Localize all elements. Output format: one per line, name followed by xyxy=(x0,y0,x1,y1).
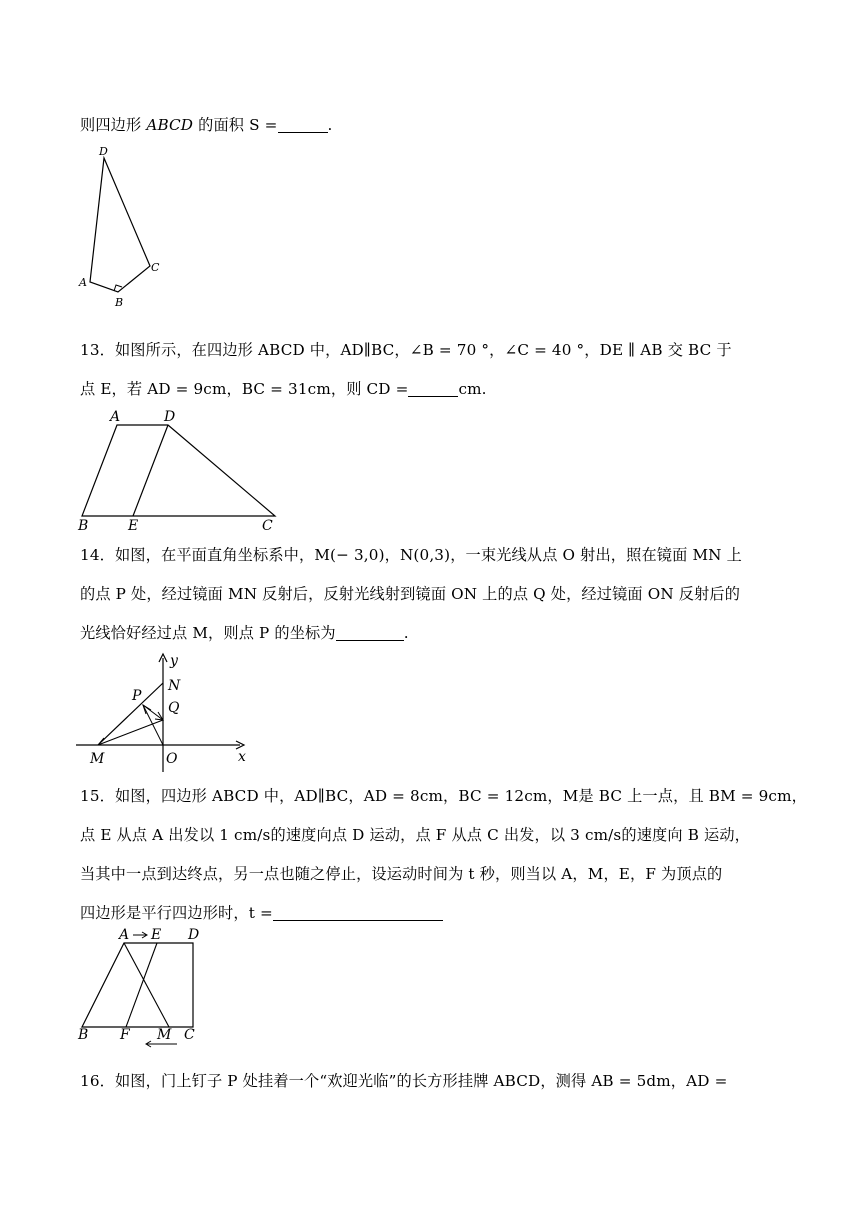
q15-label-E: E xyxy=(151,927,162,943)
q14-answer-blank[interactable] xyxy=(336,624,404,641)
q15-answer-blank[interactable] xyxy=(273,904,443,921)
q12-label-A: A xyxy=(79,276,87,289)
q16-text-line-1: 16．如图，门上钉子 P 处挂着一个“欢迎光临”的长方形挂牌 ABCD，测得 AB = 5dm，AD = xyxy=(80,1072,728,1090)
q13-label-A: A xyxy=(110,409,121,425)
q14-text-line-3-post: . xyxy=(403,624,409,642)
q14-text-line-1: 14．如图，在平面直角坐标系中，M(− 3,0)，N(0,3)，一束光线从点 O 射出，照在镜面 MN 上 xyxy=(80,546,742,564)
q12-text-line xyxy=(80,114,333,135)
q14-label-x: x xyxy=(238,749,246,765)
q15-label-B: B xyxy=(78,1027,89,1043)
q12-text-end: . xyxy=(327,116,333,134)
q12-text-mid: ABCD xyxy=(146,116,194,134)
q13-answer-blank[interactable] xyxy=(408,380,458,397)
q13-text-line-1: 13．如图所示，在四边形 ABCD 中，AD∥BC，∠B = 70 °，∠C = 40 °，DE ∥ AB 交 BC 于 xyxy=(80,341,732,359)
q14-text-line-2: 的点 P 处，经过镜面 MN 反射后，反射光线射到镜面 ON 上的点 Q 处，经过镜面 ON 反射后的 xyxy=(80,585,741,603)
q13-label-B: B xyxy=(78,518,89,534)
q15-text-line-2: 点 E 从点 A 出发以 1 cm/s的速度向点 D 运动，点 F 从点 C 出发，以 3 cm/s的速度向 B 运动， xyxy=(80,826,751,844)
q14-label-N: N xyxy=(168,678,181,694)
q14-ray-QM xyxy=(98,720,163,745)
q12-quad-shape xyxy=(90,158,150,292)
q14-label-M: M xyxy=(90,751,105,767)
q14-text-line-3-pre: 光线恰好经过点 M，则点 P 的坐标为 xyxy=(80,624,336,642)
q15-label-D: D xyxy=(188,927,200,943)
q15-text-line-4-pre: 四边形是平行四边形时，t = xyxy=(80,904,273,922)
q14-arrowhead-2 xyxy=(155,712,163,720)
q14-label-P: P xyxy=(132,688,142,704)
q14-ray-OP xyxy=(143,705,163,745)
q14-mirror-MN xyxy=(98,683,163,745)
q13-trapezoid-shape xyxy=(82,425,275,516)
q12-text-post: 的面积 S = xyxy=(193,116,278,134)
q15-label-C: C xyxy=(184,1027,195,1043)
q15-text-line-1: 15．如图，四边形 ABCD 中，AD∥BC，AD = 8cm，BC = 12cm，M是 BC 上一点，且 BM = 9cm， xyxy=(80,787,807,805)
q14-label-O: O xyxy=(166,751,178,767)
q15-trapezoid-shape xyxy=(82,943,193,1027)
q13-text-line-2-pre: 点 E，若 AD = 9cm，BC = 31cm，则 CD = xyxy=(80,380,409,398)
q13-label-C: C xyxy=(262,518,273,534)
q12-label-D: D xyxy=(99,145,108,158)
q12-answer-blank[interactable] xyxy=(278,116,328,133)
q13-segment-DE xyxy=(133,425,168,516)
q12-label-C: C xyxy=(151,261,160,274)
q12-figure-quadrilateral xyxy=(70,140,180,310)
q14-figure-coordinate-plane xyxy=(70,650,270,770)
q12-text-pre: 则四边形 xyxy=(80,116,147,134)
q13-label-E: E xyxy=(128,518,139,534)
q13-text-line-2-post: cm. xyxy=(458,380,487,398)
q13-text-line-2 xyxy=(80,378,487,399)
q14-label-Q: Q xyxy=(168,700,180,716)
q13-label-D: D xyxy=(164,409,176,425)
q15-label-M: M xyxy=(157,1027,172,1043)
q15-figure-trapezoid xyxy=(70,925,220,1055)
q14-label-y: y xyxy=(170,653,178,669)
q15-label-F: F xyxy=(120,1027,130,1043)
q14-text-line-3 xyxy=(80,622,409,643)
q15-text-line-3: 当其中一点到达终点，另一点也随之停止，设运动时间为 t 秒，则当以 A，M，E，F 为顶点的 xyxy=(80,865,723,883)
q15-text-line-4 xyxy=(80,902,443,923)
q13-figure-trapezoid xyxy=(70,405,290,535)
q12-label-B: B xyxy=(115,296,124,309)
q15-label-A: A xyxy=(119,927,130,943)
